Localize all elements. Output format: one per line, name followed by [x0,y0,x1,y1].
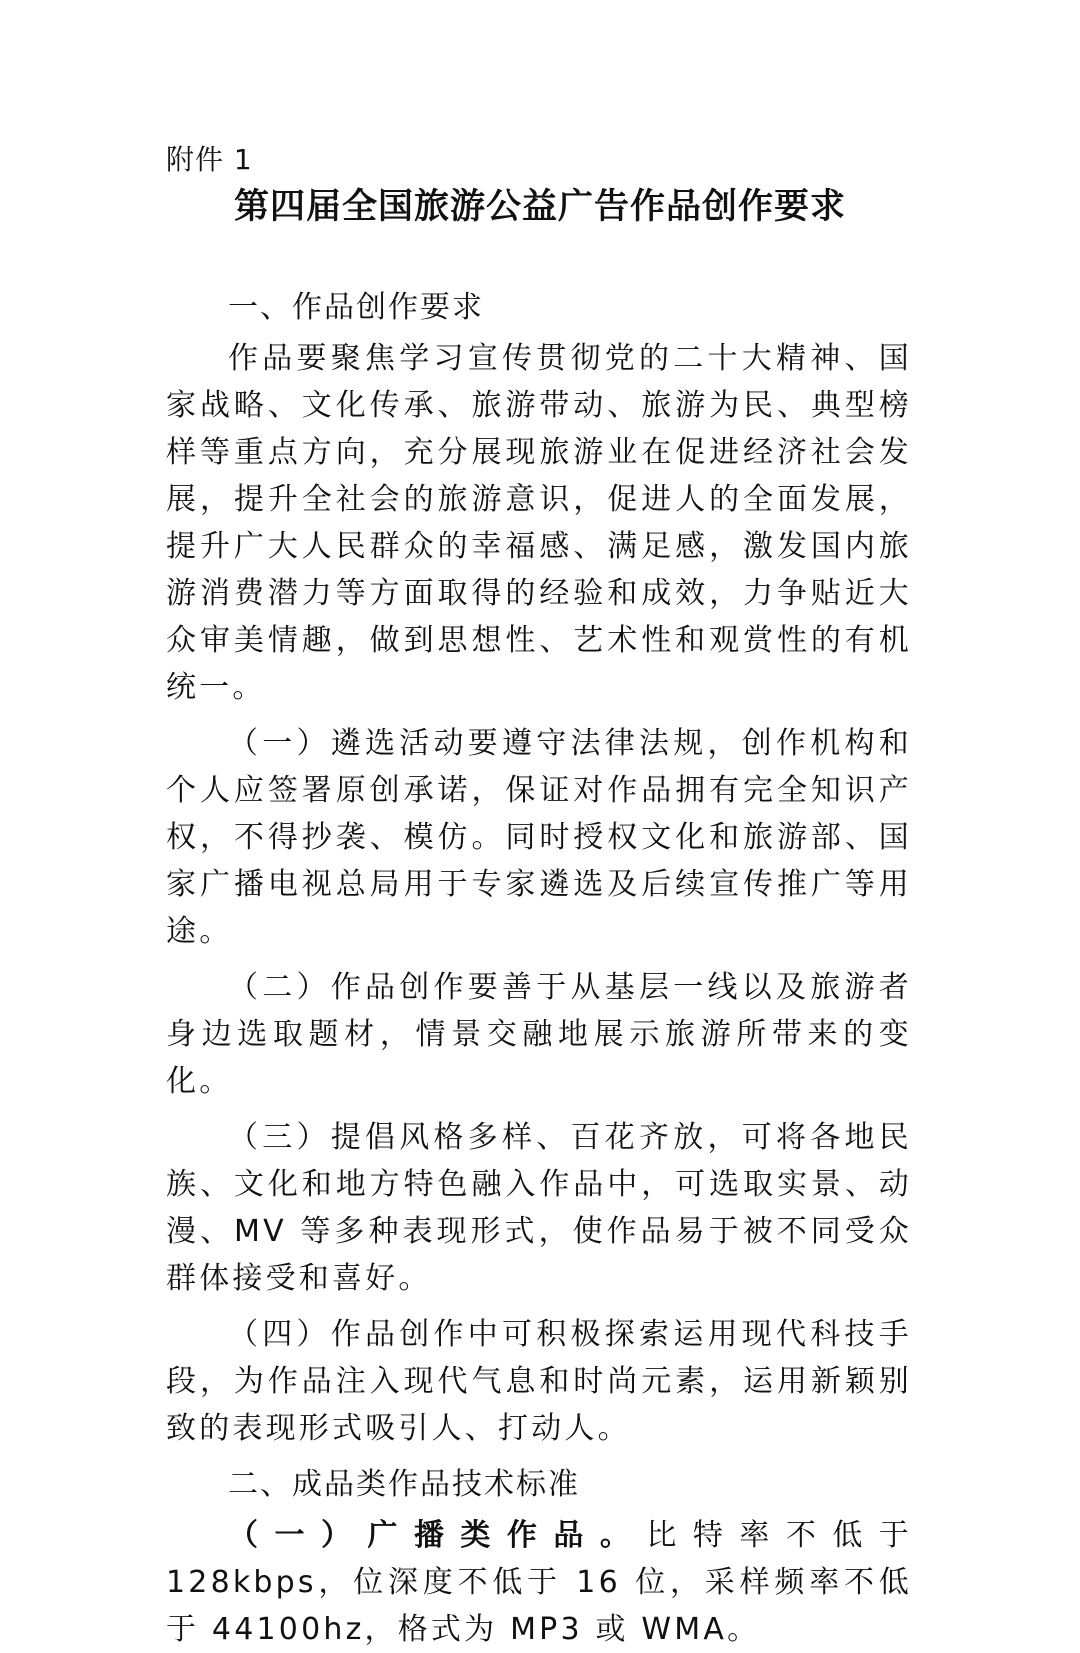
section-1-item-4-paragraph: （四）作品创作中可积极探索运用现代科技手段，为作品注入现代气息和时尚元素，运用新颖别致的表现形式吸引人、打动人。 [166,1317,912,1446]
section-2-heading: 二、成品类作品技术标准 [228,1467,580,1502]
section-2-item-1-lead: （一）广播类作品。 [228,1518,647,1553]
section-1-item-1-paragraph: （一）遴选活动要遵守法律法规，创作机构和个人应签署原创承诺，保证对作品拥有完全知识产权，不得抄袭、模仿。同时授权文化和旅游部、国家广播电视总局用于专家遴选及后续宣传推广等用途。 [166,726,912,949]
document-body [166,279,912,1653]
section-1-heading: 一、作品创作要求 [228,290,484,325]
section-1-item-2-paragraph: （二）作品创作要善于从基层一线以及旅游者身边选取题材，情景交融地展示旅游所带来的变化。 [166,970,912,1099]
section-2-item-1-text: 比特率不低于 128kbps，位深度不低于 16 位，采样频率不低于 44100hz，格式为 MP3 或 WMA。 [166,1518,912,1647]
section-1-intro-paragraph: 作品要聚焦学习宣传贯彻党的二十大精神、国家战略、文化传承、旅游带动、旅游为民、典型榜样等重点方向，充分展现旅游业在促进经济社会发展，提升全社会的旅游意识，促进人的全面发展，提升广大人民群众的幸福感、满足感，激发国内旅游消费潜力等方面取得的经验和成效，力争贴近大众审美情趣，做到思想性、艺术性和观赏性的有机统一。 [166,341,912,705]
attachment-label: 附件 1 [166,143,253,176]
section-1-item-3-paragraph: （三）提倡风格多样、百花齐放，可将各地民族、文化和地方特色融入作品中，可选取实景、动漫、MV 等多种表现形式，使作品易于被不同受众群体接受和喜好。 [166,1120,912,1296]
section-2-item-1-paragraph [166,1512,912,1653]
document-title: 第四届全国旅游公益广告作品创作要求 [233,186,846,227]
